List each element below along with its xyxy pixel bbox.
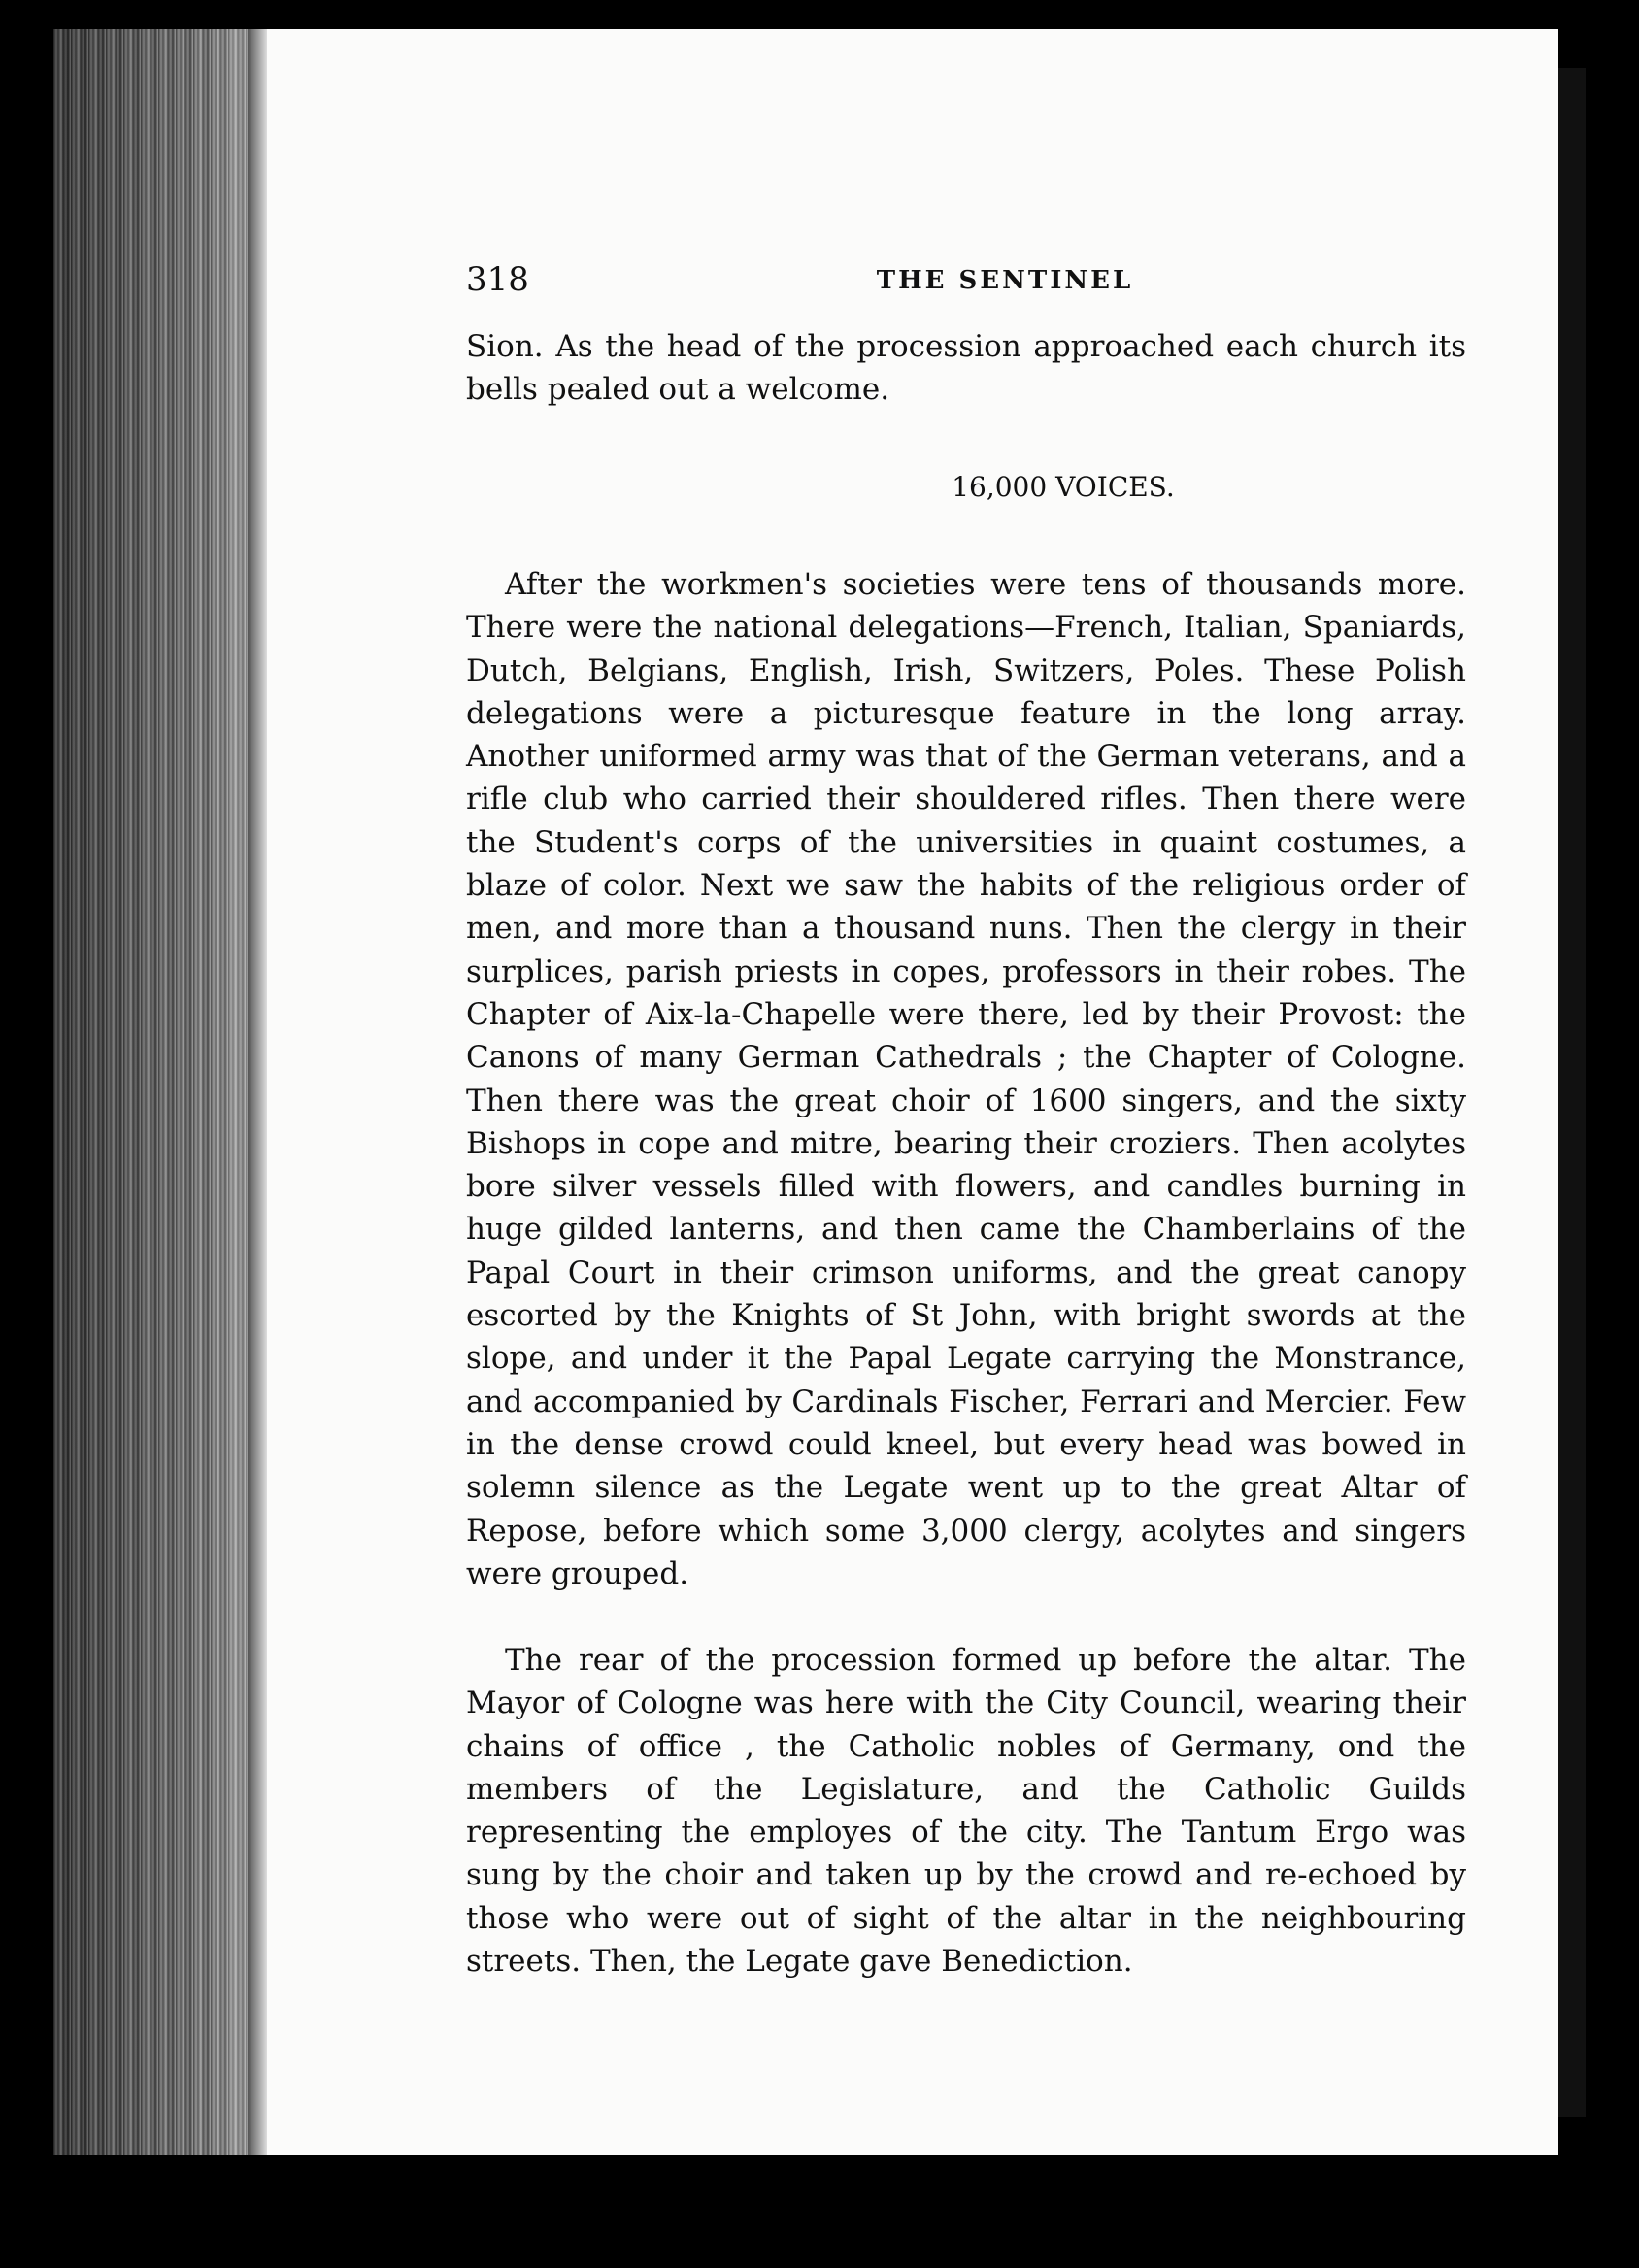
lead-text: Sion. As the head of the procession approached each church its bells pealed out a welcome. <box>466 329 1466 408</box>
running-head <box>466 260 1544 299</box>
paragraph-procession: After the workmen's societies were tens of thousands more. There were the national delegations—French, Italian, Spaniards, Dutch, Belgians, English, Irish, Switzers, Poles. These Polish delegations were a picturesque feature in the long array. Another uniformed army was that of the German veterans, and a rifle club who carried their shouldered rifles. Then there were the Student's corps of the universities in quaint costumes, a blaze of color. Next we saw the habits of the religious order of men, and more than a thousand nuns. Then the clergy in their surplices, parish priests in copes, professors in their robes. The Chapter of Aix-la-Chapelle were there, led by their Provost: the Canons of many German Cathedrals ; the Chapter of Cologne. Then there was the great choir of 1600 singers, and the sixty Bishops in cope and mitre, bearing their croziers. Then acolytes bore silver vessels filled with flowers, and candles burning in huge gilded lanterns, and then came the Chamberlains of the Papal Court in their crimson uniforms, and the great canopy escorted by the Knights of St John, with bright swords at the slope, and under it the Papal Legate carrying the Monstrance, and accompanied by Cardinals Fischer, Ferrari and Mercier. Few in the dense crowd could kneel, but every head was bowed in solemn silence as the Legate went up to the great Altar of Repose, before which some 3,000 clergy, acolytes and singers were grouped. <box>466 567 1466 1591</box>
page-number: 318 <box>466 260 529 299</box>
book-page-edges <box>53 29 277 2155</box>
journal-title: THE SENTINEL <box>876 266 1134 295</box>
gutter-shadow <box>248 29 267 2155</box>
paragraph-benediction: The rear of the procession formed up before the altar. The Mayor of Cologne was here with the City Council, wearing their chains of office , the Catholic nobles of Germany, ond the members of the Legislature, and the Catholic Guilds representing the employes of the city. The Tantum Ergo was sung by the choir and taken up by the crowd and re-echoed by those who were out of sight of the altar in the neighbouring streets. Then, the Legate gave Benediction. <box>466 1643 1466 1980</box>
section-subheading: 16,000 VOICES. <box>952 471 1175 503</box>
right-page-edge <box>1558 68 1586 2117</box>
book-page <box>267 29 1558 2155</box>
